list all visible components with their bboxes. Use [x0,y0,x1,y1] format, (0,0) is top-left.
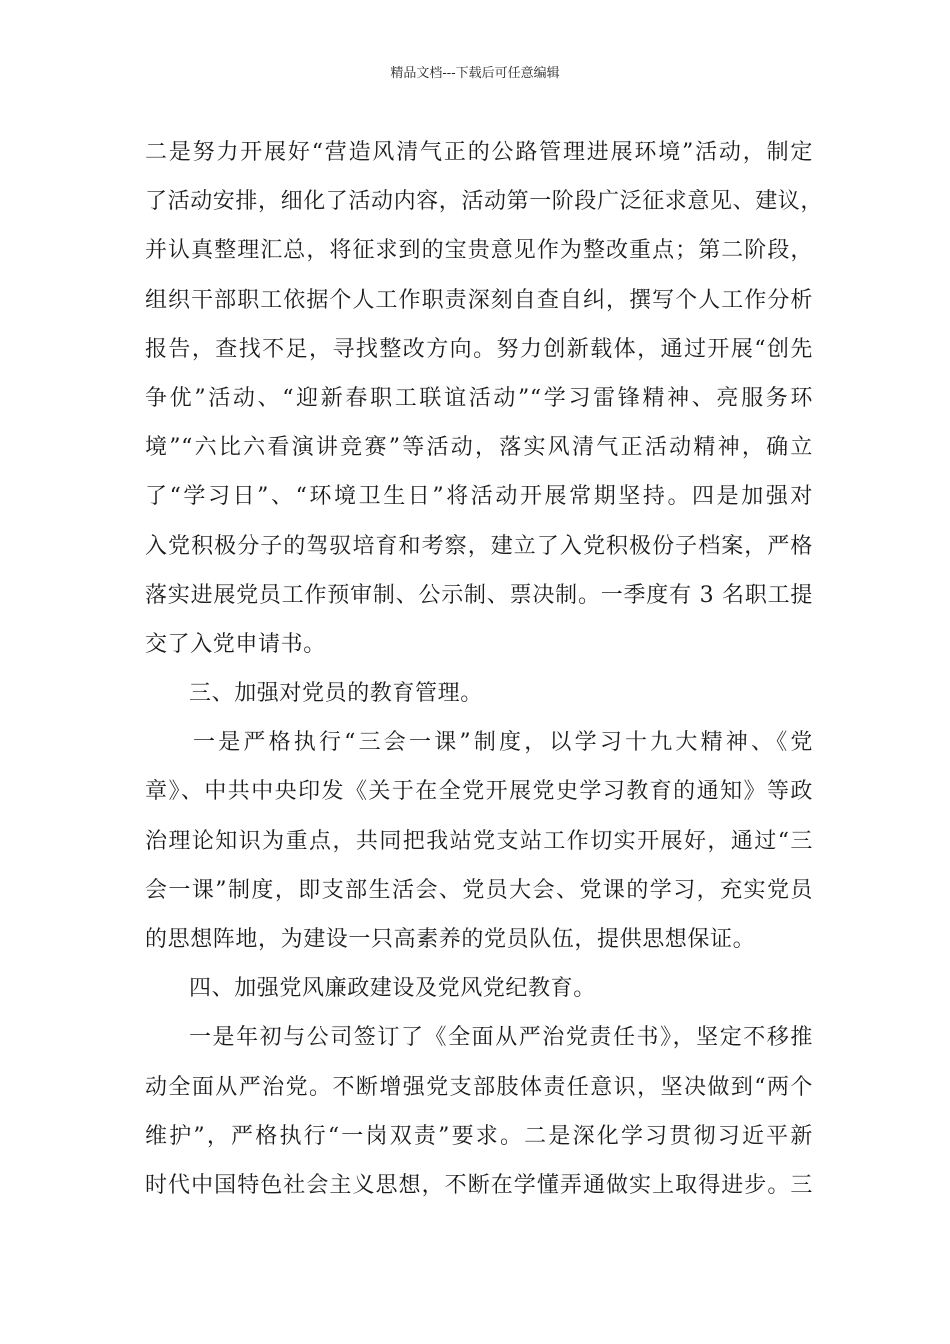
text-line: 了“学习日”、“环境卫生日”将活动开展常期坚持。四是加强对 [145,484,813,510]
section-heading: 四、加强党风廉政建设及党风党纪教育。 [189,976,596,1002]
text-line: 章》、中共中央印发《关于在全党开展党史学习教育的通知》等政 [145,779,813,805]
text-line: 治理论知识为重点，共同把我站党支站工作切实开展好，通过“三 [145,828,813,854]
page-header: 精品文档---下载后可任意编辑 [390,66,560,81]
section-heading: 三、加强对党员的教育管理。 [189,681,483,707]
text-line: 组织干部职工依据个人工作职责深刻自查自纠，撰写个人工作分析 [145,287,813,313]
text-line: 时代中国特色社会主义思想，不断在学懂弄通做实上取得进步。三 [145,1172,813,1198]
text-line: 入党积极分子的驾驭培育和考察，建立了入党积极份子档案，严格 [145,533,813,559]
text-line: 维护”，严格执行“一岗双责”要求。二是深化学习贯彻习近平新 [145,1123,813,1149]
text-line: 的思想阵地，为建设一只高素养的党员队伍，提供思想保证。 [145,927,756,952]
text-line: 并认真整理汇总，将征求到的宝贵意见作为整改重点；第二阶段， [145,238,813,264]
text-line: 动全面从严治党。不断增强党支部肢体责任意识，坚决做到“两个 [145,1074,813,1100]
text-line: 交了入党申请书。 [145,631,326,657]
text-line: 一是严格执行“三会一课”制度，以学习十九大精神、《党 [193,730,813,756]
text-line: 落实进展党员工作预审制、公示制、票决制。一季度有 3 名职工提 [145,582,813,608]
text-line: 报告，查找不足，寻找整改方向。努力创新载体，通过开展“创先 [145,336,813,362]
text-line: 争优”活动、“迎新春职工联谊活动”“学习雷锋精神、亮服务环 [145,385,813,411]
text-line: 一是年初与公司签订了《全面从严治党责任书》，坚定不移推 [189,1025,813,1051]
document-body [145,128,824,1210]
text-line: 境”“六比六看演讲竞赛”等活动，落实风清气正活动精神，确立 [145,435,813,461]
text-line: 二是努力开展好“营造风清气正的公路管理进展环境”活动，制定 [145,140,813,165]
text-line: 会一课”制度，即支部生活会、党员大会、党课的学习，充实党员 [145,877,813,903]
text-line: 了活动安排，细化了活动内容，活动第一阶段广泛征求意见、建议， [145,189,824,215]
